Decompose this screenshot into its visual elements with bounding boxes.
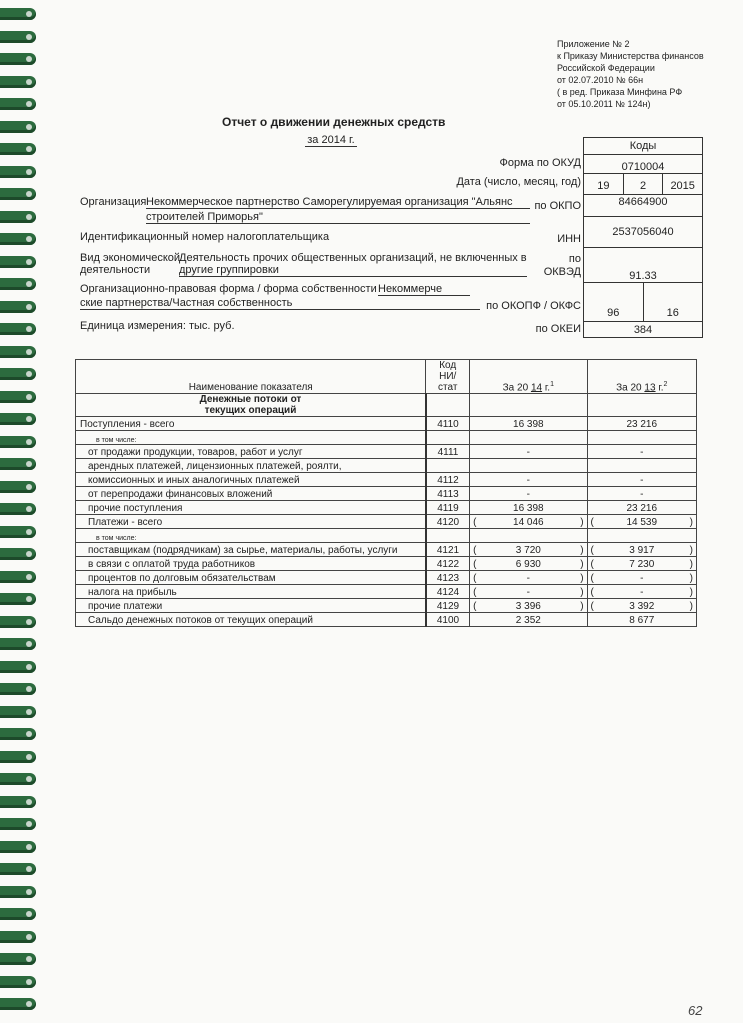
date-day: 19 [597,180,610,192]
value-text: 3 720 [515,545,541,556]
header-note-line: ( в ред. Приказа Минфина РФ [557,87,683,97]
row-name: в связи с оплатой труда работников [76,557,426,571]
okved-label-2: ОКВЭД [543,266,581,278]
paren-open: ( [590,601,594,612]
paren-close: ) [689,559,693,570]
binding-ring [0,278,36,290]
row-name: Сальдо денежных потоков от текущих операций [76,613,426,627]
row-name: прочие поступления [76,501,426,515]
col-code-header-2: стат [438,382,458,393]
value-text: 6 930 [515,559,541,570]
table-row [76,431,697,445]
table-row [76,613,697,627]
value-text: 23 216 [626,419,658,430]
paren-close: ) [580,601,584,612]
binding-ring [0,998,36,1010]
binding-ring [0,616,36,628]
row-current-value [470,417,587,431]
row-name: поставщикам (подрядчикам) за сырье, материалы, работы, услуги [76,543,426,557]
paren-close: ) [689,545,693,556]
row-code: 4121 [426,543,470,557]
okpo-label: по ОКПО [534,200,581,212]
row-previous-value [587,613,696,627]
binding-ring [0,886,36,898]
col-current-prefix: За 20 [502,382,529,393]
org-name-line-1: Некоммерческое партнерство Саморегулируемая организация "Альянс [146,196,530,209]
paren-open: ( [590,517,594,528]
form-line-1: Некоммерче [378,283,470,296]
value-text: - [640,587,644,598]
row-name: арендных платежей, лицензионных платежей, роялти, [76,459,426,473]
binding-ring [0,301,36,313]
binding-ring [0,166,36,178]
paren-open: ( [473,545,477,556]
okud-value: 0710004 [584,154,702,173]
row-current-value [470,571,587,585]
okei-value: 384 [584,321,702,337]
row-previous-value [587,599,696,613]
row-name: в том числе: [76,431,426,445]
binding-ring [0,481,36,493]
okved-value: 91.33 [584,247,702,282]
binding-ring [0,908,36,920]
binding-ring [0,526,36,538]
header-note [557,38,704,110]
binding-ring [0,188,36,200]
row-name: налога на прибыль [76,585,426,599]
paren-open: ( [590,573,594,584]
row-current-value [470,613,587,627]
binding-ring [0,31,36,43]
value-text: 16 398 [513,503,544,514]
binding-ring [0,976,36,988]
table-row [76,501,697,515]
binding-ring [0,323,36,335]
org-name-line-2: строителей Приморья" [146,211,530,224]
binding-ring [0,953,36,965]
section-title [76,394,426,417]
binding-ring [0,683,36,695]
binding-ring [0,773,36,785]
table-header-row [76,360,697,394]
binding-ring [0,98,36,110]
date-year: 2015 [662,174,702,194]
binding-ring [0,143,36,155]
date-cells [584,173,702,194]
paren-open: ( [473,587,477,598]
table-row [76,557,697,571]
col-current-footnote: 1 [550,380,554,388]
section-row [76,394,697,417]
page-number: 62 [688,1003,703,1018]
row-previous-value [587,571,696,585]
binding-ring [0,121,36,133]
binding-ring [0,346,36,358]
table-row [76,599,697,613]
row-current-value [470,515,587,529]
date-month: 2 [623,174,663,194]
binding-ring [0,53,36,65]
row-current-value [470,431,587,445]
row-name: от продажи продукции, товаров, работ и услуг [76,445,426,459]
value-text: 16 398 [513,419,544,430]
binding-ring [0,751,36,763]
value-text: 14 539 [626,517,658,528]
header-note-line: от 05.10.2011 № 124н) [557,99,651,109]
value-text: 3 396 [515,601,541,612]
row-code [426,431,470,445]
codes-header: Коды [629,140,657,152]
binding-ring [0,211,36,223]
binding-ring [0,796,36,808]
col-name-header: Наименование показателя [76,360,426,394]
value-text: - [526,489,530,500]
value-text: - [526,587,530,598]
header-note-line: Российской Федерации [557,63,655,73]
table-row [76,529,697,543]
row-code: 4119 [426,501,470,515]
value-text: 14 046 [513,517,544,528]
binding-ring [0,593,36,605]
row-code: 4100 [426,613,470,627]
row-previous-value [587,417,696,431]
header-note-line: от 02.07.2010 № 66н [557,75,644,85]
okpo-value: 84664900 [584,194,702,216]
table-row [76,459,697,473]
okopf-value: 96 [607,307,620,319]
binding-ring [0,458,36,470]
row-current-value [470,473,587,487]
binding-ring [0,548,36,560]
paren-close: ) [580,545,584,556]
col-previous-footnote: 2 [663,380,668,388]
okved-label-1: по [568,253,581,265]
table-row [76,473,697,487]
table-row [76,571,697,585]
paren-open: ( [590,545,594,556]
row-name: Поступления - всего [76,417,426,431]
col-previous-header [587,360,696,394]
value-text: - [640,475,644,486]
value-text: - [640,573,644,584]
section-code-cell [426,394,470,417]
paren-open: ( [473,573,477,584]
activity-line-2: другие группировки [179,264,527,277]
binding-ring [0,233,36,245]
activity-label-1: Вид экономической [80,252,181,264]
report-period: за 2014 г. [305,134,357,147]
paren-close: ) [580,573,584,584]
row-name: в том числе: [76,529,426,543]
row-previous-value [587,501,696,515]
row-code: 4124 [426,585,470,599]
table-row [76,585,697,599]
row-code: 4120 [426,515,470,529]
binding-ring [0,818,36,830]
paren-close: ) [580,559,584,570]
report-title: Отчет о движении денежных средств [222,115,446,129]
row-current-value [470,487,587,501]
row-name: прочие платежи [76,599,426,613]
row-code: 4110 [426,417,470,431]
activity-line-1: Деятельность прочих общественных организаций, не включенных в [179,252,527,264]
date-label: Дата (число, месяц, год) [456,176,581,188]
spiral-binding [0,0,40,1023]
paren-close: ) [580,587,584,598]
row-current-value [470,445,587,459]
row-current-value [470,543,587,557]
binding-ring [0,931,36,943]
binding-ring [0,638,36,650]
row-code: 4123 [426,571,470,585]
header-note-line: Приложение № 2 [557,39,630,49]
row-name: от перепродажи финансовых вложений [76,487,426,501]
value-text: 3 392 [629,601,655,612]
paren-open: ( [473,517,477,528]
table-row [76,515,697,529]
row-code [426,529,470,543]
row-previous-value [587,585,696,599]
value-text: - [640,447,644,458]
value-text: - [526,447,530,458]
table-row [76,543,697,557]
header-note-line: к Приказу Министерства финансов [557,51,704,61]
col-current-suffix: г. [544,382,551,393]
cash-flow-table [75,359,697,627]
value-text: - [526,573,530,584]
row-previous-value [587,529,696,543]
row-previous-value [587,543,696,557]
okud-label: Форма по ОКУД [499,157,581,169]
row-code: 4122 [426,557,470,571]
binding-ring [0,571,36,583]
row-current-value [470,459,587,473]
paren-open: ( [473,601,477,612]
binding-ring [0,413,36,425]
binding-ring [0,661,36,673]
binding-ring [0,368,36,380]
row-name: процентов по долговым обязательствам [76,571,426,585]
paren-open: ( [590,559,594,570]
col-previous-suffix: г. [658,382,664,393]
table-row [76,417,697,431]
col-code-header [426,360,470,394]
section-prev-cell [587,394,696,417]
binding-ring [0,841,36,853]
paren-close: ) [689,601,693,612]
col-current-header [470,360,587,394]
paren-open: ( [473,559,477,570]
unit-label: Единица измерения: тыс. руб. [80,320,235,332]
table-row [76,445,697,459]
inn-value: 2537056040 [584,216,702,247]
value-text: 23 216 [626,503,658,514]
paren-close: ) [689,587,693,598]
section-cur-cell [470,394,587,417]
row-current-value [470,599,587,613]
paren-open: ( [590,587,594,598]
row-previous-value [587,459,696,473]
binding-ring [0,863,36,875]
row-previous-value [587,431,696,445]
row-previous-value [587,557,696,571]
codes-box [583,137,703,338]
paren-close: ) [689,517,693,528]
inn-description: Идентификационный номер налогоплательщика [80,231,330,243]
table-row [76,487,697,501]
value-text: 3 917 [629,545,655,556]
row-name: комиссионных и иных аналогичных платежей [76,473,426,487]
value-text: 2 352 [515,615,541,626]
col-current-year: 14 [530,382,543,393]
row-current-value [470,529,587,543]
binding-ring [0,436,36,448]
form-label: Организационно-правовая форма / форма собственности [80,283,377,295]
value-text: 7 230 [629,559,655,570]
paren-close: ) [580,517,584,528]
okopf-cells [584,282,702,321]
row-code [426,459,470,473]
value-text: - [526,475,530,486]
row-current-value [470,557,587,571]
section-title-2: текущих операций [204,405,297,416]
binding-ring [0,8,36,20]
row-current-value [470,501,587,515]
row-code: 4129 [426,599,470,613]
col-previous-prefix: За 20 [616,382,642,393]
row-previous-value [587,445,696,459]
binding-ring [0,391,36,403]
okei-label: по ОКЕИ [535,323,581,335]
col-code-header-1: Код НИ/ [439,360,457,382]
binding-ring [0,256,36,268]
value-text: - [640,489,644,500]
value-text: 8 677 [629,615,655,626]
binding-ring [0,76,36,88]
section-title-1: Денежные потоки от [199,394,302,405]
row-name: Платежи - всего [76,515,426,529]
paren-close: ) [689,573,693,584]
org-label: Организация [80,196,147,208]
col-previous-year: 13 [644,382,656,393]
okfs-value: 16 [643,283,703,321]
row-previous-value [587,515,696,529]
row-current-value [470,585,587,599]
inn-label: ИНН [557,233,581,245]
okopf-label: по ОКОПФ / ОКФС [486,300,581,312]
row-code: 4111 [426,445,470,459]
row-code: 4112 [426,473,470,487]
row-previous-value [587,473,696,487]
activity-label-2: деятельности [80,264,151,276]
binding-ring [0,706,36,718]
binding-ring [0,503,36,515]
row-code: 4113 [426,487,470,501]
row-previous-value [587,487,696,501]
form-line-2: ские партнерства/Частная собственность [80,297,480,310]
binding-ring [0,728,36,740]
